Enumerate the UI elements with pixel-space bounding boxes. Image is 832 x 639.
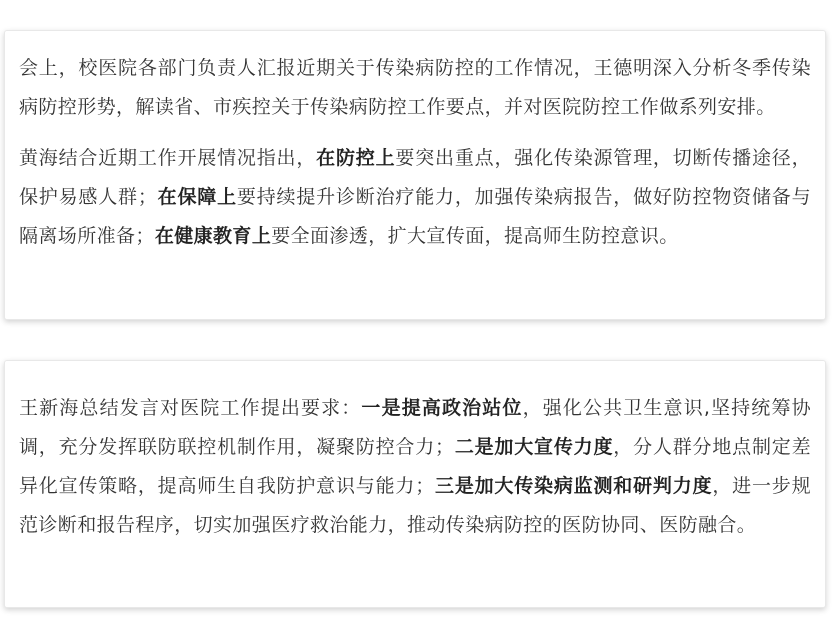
content-card-1 (4, 30, 826, 320)
text-intro: 黄海结合近期工作开展情况指出， (19, 147, 317, 169)
content-card-2 (4, 360, 826, 608)
paragraph-wang-xinhai-requirements (19, 389, 811, 545)
text-health-education: 要全面渗透，扩大宣传面，提高师生防控意识。 (271, 225, 679, 247)
text-point-two: ，分人群分地点制定差异化宣传策略，提高师生自我防护意识与能力； (19, 436, 811, 497)
text-guarantee: 要持续提升诊断治疗能力，加强传染病报告，做好防控物资储备与隔离场所准备； (19, 186, 811, 247)
text-point-three: ，进一步规范诊断和报告程序，切实加强医疗救治能力，推动传染病防控的医防协同、医防融合。 (19, 475, 811, 536)
paragraph-meeting-summary: 会上，校医院各部门负责人汇报近期关于传染病防控的工作情况，王德明深入分析冬季传染病防控形势，解读省、市疾控关于传染病防控工作要点，并对医院防控工作做系列安排。 (19, 57, 811, 118)
bold-point-two: 二是加大宣传力度 (454, 436, 614, 458)
bold-point-one: 一是提高政治站位 (361, 397, 523, 419)
text-prevention: 要突出重点，强化传染源管理，切断传播途径，保护易感人群； (19, 147, 811, 208)
bold-point-three: 三是加大传染病监测和研判力度 (434, 475, 713, 497)
text-intro: 王新海总结发言对医院工作提出要求： (19, 397, 362, 419)
bold-health-education: 在健康教育上 (154, 225, 272, 247)
text-point-one: ，强化公共卫生意识,坚持统筹协调，充分发挥联防联控机制作用，凝聚防控合力； (19, 397, 811, 458)
bold-prevention: 在防控上 (316, 147, 396, 169)
bold-guarantee: 在保障上 (157, 186, 237, 208)
paragraph-huang-hai-remarks (19, 139, 811, 256)
